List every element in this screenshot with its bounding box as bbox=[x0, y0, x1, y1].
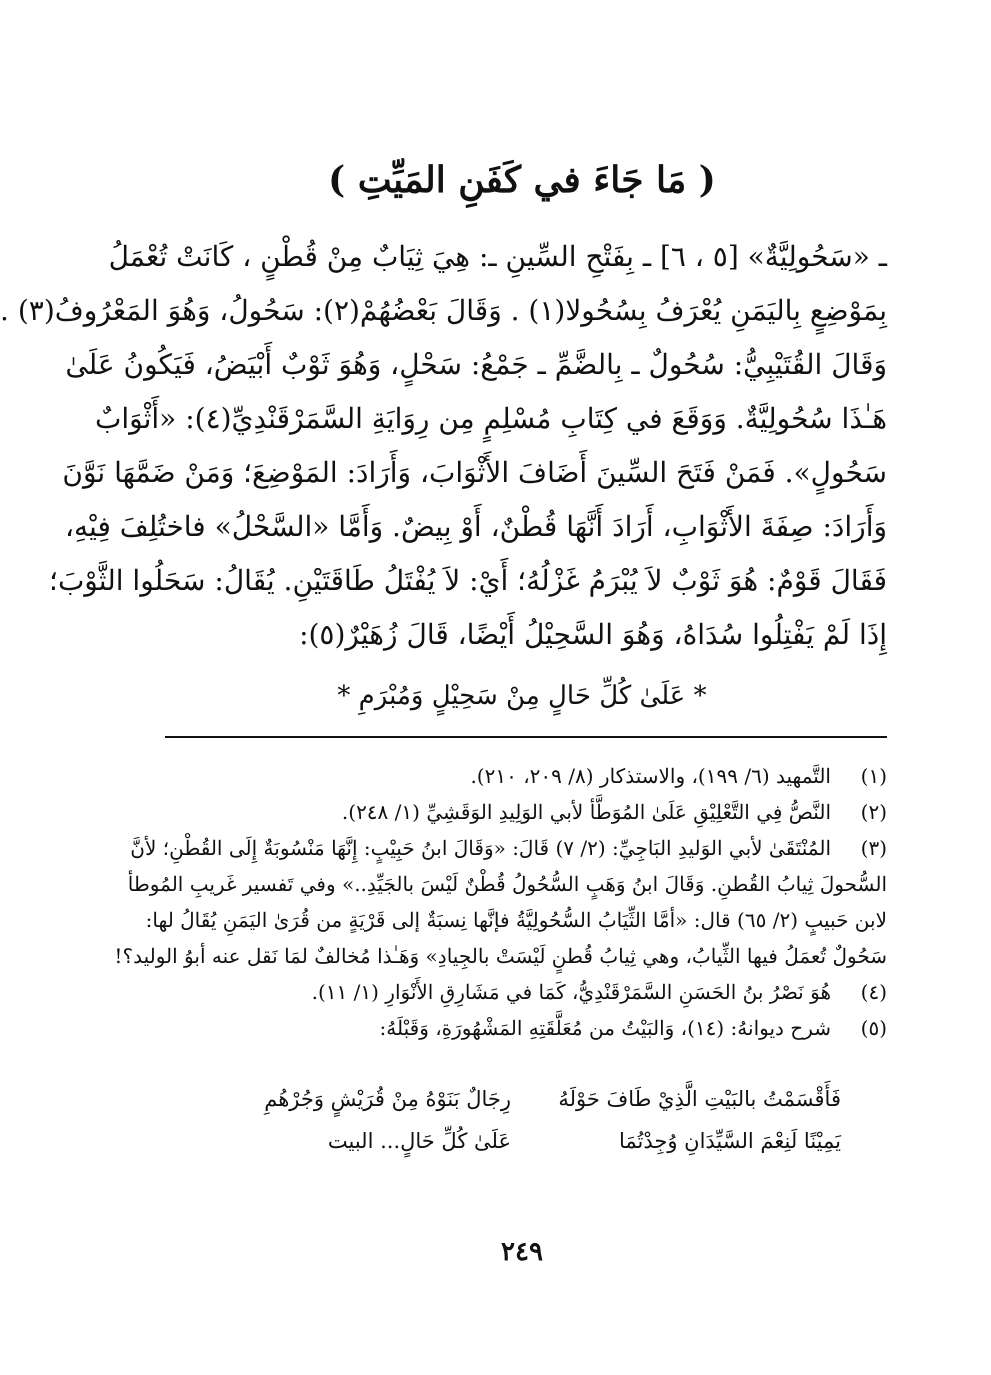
text-line: فَقَالَ قَوْمٌ: هُوَ ثَوْبٌ لاَ يُبْرَمُ غَزْلُهُ؛ أَيْ: لاَ يُفْتَلُ طَاقَتَيْنِ. يُقَالُ: سَحَلُوا الثَّوْبَ؛ bbox=[49, 564, 887, 597]
text-line: ـ «سَحُولِيَّةٌ» [٥ ، ٦] ـ بِفَتْحِ السِّينِ ـ: هِيَ ثِيَابٌ مِنْ قُطْنٍ ، كَانَتْ تُعْمَلُ bbox=[108, 240, 887, 273]
main-text bbox=[0, 230, 887, 662]
text-line: وَأَرَادَ: صِفَةَ الأَثْوَابِ، أَرَادَ أَنَّهَا قُطْنٌ، أَوْ بِيضٌ. وَأَمَّا «السَّحْلُ» فاختُلِفَ فِيْهِ، bbox=[64, 510, 887, 543]
footnote-text: التَّمهيد (٦/ ١٩٩)، والاستذكار (٨/ ٢٠٩، ٢١٠). bbox=[470, 764, 831, 788]
page-number: ٢٤٩ bbox=[501, 1237, 543, 1267]
verse-second-hemistich: عَلَىٰ كُلِّ حَالٍ... البيت bbox=[327, 1129, 511, 1153]
footnote-number: (٣) bbox=[860, 836, 887, 860]
footnote bbox=[157, 794, 887, 830]
footnote-divider bbox=[165, 736, 887, 738]
footnote-text: هُوَ نَصْرُ بنُ الحَسَنِ السَّمَرْقَنْدِيُّ، كَمَا في مَشَارِقِ الأَنْوَارِ (١/ ١١). bbox=[311, 980, 831, 1004]
footnote-continuation: سَحُولٌ تُعمَلُ فيها الثِّيابُ، وهي ثِيابُ قُطنٍ لَيْسَتْ بالجِيادِ» وَهَـٰذا مُخالفٌ لمَا نَقل عنه أبوُ الوليد؟! bbox=[114, 944, 887, 968]
text-line: بِمَوْضِعٍ بِاليَمَنِ يُعْرَفُ بِسُحُولا(١) . وَقَالَ بَعْضُهُمْ(٢): سَحُولُ، وَهُوَ المَعْرُوفُ(٣) . bbox=[0, 294, 887, 327]
footnote bbox=[130, 830, 887, 866]
text-line: إِذَا لَمْ يَفْتِلُوا سُدَاهُ، وَهُوَ السَّحِيْلُ أَيْضًا، قَالَ زُهَيْرٌ(٥): bbox=[299, 618, 887, 651]
verse-first-hemistich: فَأَقْسَمْتُ بالبَيْتِ الَّذِيْ طَافَ حَوْلَهُ bbox=[558, 1087, 841, 1111]
chapter-title: ( مَا جَاءَ في كَفَنِ المَيِّتِ ) bbox=[328, 159, 716, 201]
footnote-text: شرح ديوانهُ: (١٤)، وَالبَيْتُ من مُعَلَّقَتِهِ المَشْهُورَةِ، وَقَبْلَهُ: bbox=[379, 1016, 831, 1040]
footnote-text: المُنْتَقَىٰ لأبي الوَليدِ البَاجِيِّ: (٢/ ٧) قَالَ: «وَقَالَ ابنُ حَبِيْبٍ: إِنَّهَا مَنْسُوبَةٌ إِلَى القُطْنِ؛ لأنَّ bbox=[130, 836, 831, 860]
footnote-number: (٢) bbox=[860, 800, 887, 824]
footnote-number: (٤) bbox=[860, 980, 887, 1004]
poem-verse bbox=[231, 1078, 841, 1120]
footnotes bbox=[114, 758, 887, 1046]
poem bbox=[231, 1078, 841, 1162]
quoted-verse: * عَلَىٰ كُلِّ حَالٍ مِنْ سَحِيْلٍ وَمُبْرَمِ * bbox=[337, 681, 707, 711]
verse-first-hemistich: يَمِيْنًا لَنِعْمَ السَّيِّدَانِ وُجِدْتُمَا bbox=[618, 1129, 841, 1153]
footnote-text: النَّصُّ فِي التَّعْلِيْقِ عَلَىٰ المُوَطَّأ لأبي الوَلِيدِ الوَقَشِيِّ (١/ ٢٤٨). bbox=[341, 800, 831, 824]
text-line: سَحُولٍ». فَمَنْ فَتَحَ السِّينَ أَضَافَ الأَثْوَابَ، وَأَرَادَ: المَوْضِعَ؛ وَمَنْ ضَمَّهَا نَوَّنَ bbox=[62, 456, 887, 489]
poem-verse bbox=[231, 1120, 841, 1162]
verse-second-hemistich: رِجَالٌ بَنَوْهُ مِنْ قُرَيْشٍ وَجُرْهُمِ bbox=[264, 1087, 511, 1111]
text-line: هَـٰذَا سُحُولِيَّةٌ. وَوَقَعَ في كِتَابِ مُسْلِمٍ مِن رِوَايَةِ السَّمَرْقَنْدِيِّ(٤): «أَثْوَابٌ bbox=[94, 402, 887, 435]
text-line: وَقَالَ القُتَيْبِيُّ: سُحُولٌ ـ بِالضَّمِّ ـ جَمْعُ: سَحْلٍ، وَهُوَ ثَوْبٌ أَبْيَضُ، فَيَكُونُ عَلَىٰ bbox=[65, 348, 887, 381]
footnote-continuation: لابن حَبيبٍ (٢/ ٦٥) قال: «أمَّا الثِّيَابُ السُّحُولِيَّةُ فإنَّها نِسبَةٌ إلى قَرْيَةٍ من قُرَىٰ اليَمَنِ يُقَالُ لها: bbox=[145, 908, 887, 932]
footnote-number: (١) bbox=[860, 764, 887, 788]
footnote bbox=[157, 758, 887, 794]
footnote bbox=[157, 974, 887, 1010]
footnote-number: (٥) bbox=[860, 1016, 887, 1040]
footnote bbox=[157, 1010, 887, 1046]
footnote-continuation: السُّحولَ ثِيابُ القُطنِ. وَقَالَ ابنُ وَهَبٍ السُّحُولُ قُطْنٌ لَيْسَ بالجَيِّدِ..» وفي تَفسير غَريبِ المُوطأ bbox=[127, 872, 887, 896]
